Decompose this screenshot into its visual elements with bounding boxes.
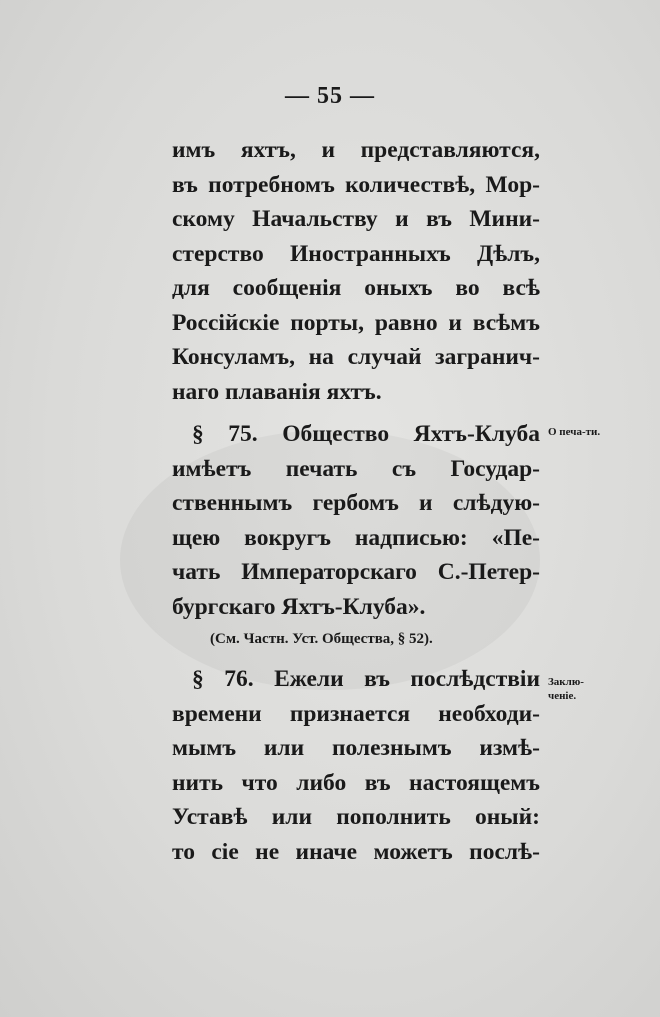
text-line: имъ яхтъ, и представляются, — [172, 137, 540, 163]
text-line: ственнымъ гербомъ и слѣдую- — [172, 490, 540, 516]
text-line: Консуламъ, на случай загранич- — [172, 344, 540, 370]
text-line: скому Начальству и въ Мини- — [172, 206, 540, 232]
text-line: чать Императорскаго С.-Петер- — [172, 559, 540, 585]
section-76 — [172, 662, 540, 869]
page-number: — 55 — — [285, 83, 375, 109]
margin-note-seal: О печа-ти. — [548, 426, 601, 438]
text-line: бургскаго Яхтъ-Клуба». — [172, 593, 426, 620]
text-line: щею вокругъ надписью: «Пе- — [172, 524, 540, 551]
text-line: наго плаванія яхтъ. — [172, 378, 382, 405]
text-line: мымъ или полезнымъ измѣ- — [172, 735, 540, 761]
text-line: Уставѣ или пополнить оный: — [172, 804, 540, 830]
text-line: то сіе не иначе можетъ послѣ- — [172, 838, 540, 865]
text-column — [172, 133, 540, 869]
text-line: въ потребномъ количествѣ, Мор- — [172, 171, 540, 198]
text-line: для сообщенія оныхъ во всѣ — [172, 275, 540, 301]
margin-note-conclusion: Заклю-ченіе. — [548, 676, 584, 702]
section-75 — [172, 417, 540, 654]
section-heading-line: § 75. Общество Яхтъ-Клуба — [192, 421, 540, 447]
text-line: нить что либо въ настоящемъ — [172, 769, 540, 796]
text-line: Россійскіе порты, равно и всѣмъ — [172, 309, 540, 336]
text-line: времени признается необходи- — [172, 700, 540, 727]
section-heading-line: § 76. Ежели въ послѣдствіи — [192, 666, 540, 692]
text-line: имѣетъ печать съ Государ- — [172, 455, 540, 482]
paragraph-1 — [172, 133, 540, 409]
citation: (См. Частн. Уст. Общества, § 52). — [210, 631, 433, 647]
text-line: стерство Иностранныхъ Дѣлъ, — [172, 240, 540, 267]
